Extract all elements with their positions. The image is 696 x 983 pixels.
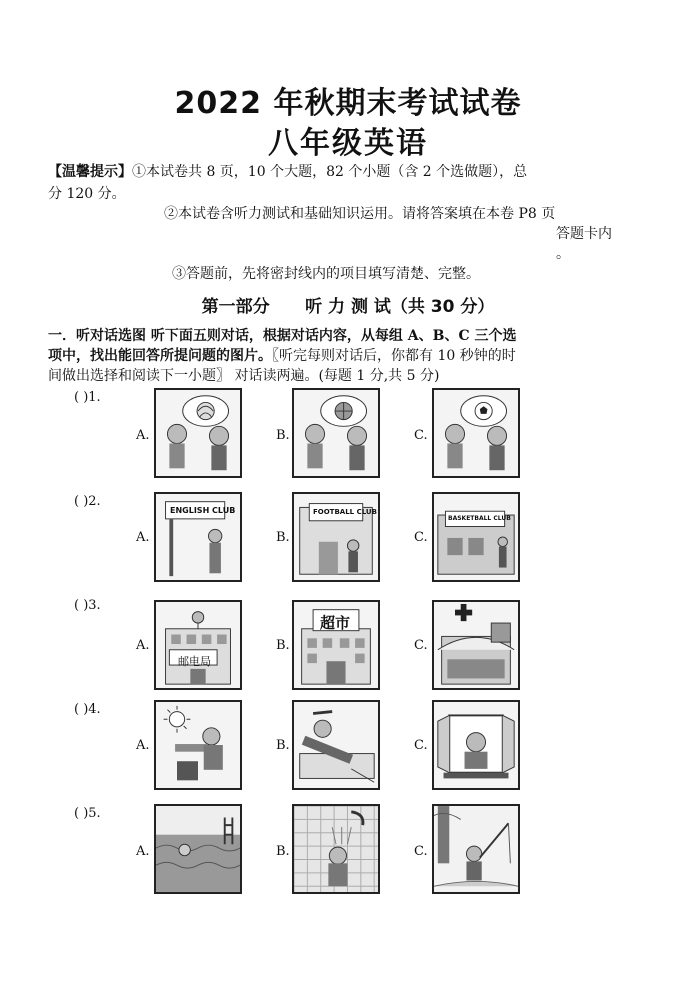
girl-at-window-icon[interactable]: [432, 700, 520, 790]
basketball-club-sign-icon[interactable]: [432, 492, 520, 582]
option-b-label: B.: [276, 428, 290, 443]
tips-line-2-end: 。: [556, 246, 570, 262]
option-a-label: A.: [136, 638, 150, 653]
tips-line-1-text: ①本试卷共 8 页，10 个大题，82 个小题（含 2 个选做题），总: [132, 164, 528, 180]
question-number[interactable]: ( )4.: [74, 702, 101, 717]
option-c-label: C.: [414, 428, 428, 443]
sign-text: ENGLISH CLUB: [170, 506, 236, 515]
tips-label: 【温馨提示】: [48, 164, 132, 180]
tips-line-2: ②本试卷含听力测试和基础知识运用。请将答案填在本卷 P8 页: [164, 206, 556, 222]
football-club-sign-icon[interactable]: [292, 492, 380, 582]
section-1-line-2: [48, 346, 516, 366]
sign-text: FOOTBALL CLUB: [313, 508, 377, 516]
option-c-label: C.: [414, 844, 428, 859]
question-number[interactable]: ( )1.: [74, 390, 101, 405]
tips-line-1-cont: 分 120 分。: [48, 186, 126, 202]
post-office-icon[interactable]: [154, 600, 242, 690]
basketball-scene-icon[interactable]: [292, 388, 380, 478]
option-b-label: B.: [276, 530, 290, 545]
part-1-heading: 第一部分 听 力 测 试（共 30 分）: [201, 297, 495, 317]
question-number[interactable]: ( )5.: [74, 806, 101, 821]
option-b-label: B.: [276, 844, 290, 859]
football-scene-icon[interactable]: [432, 388, 520, 478]
question-number[interactable]: ( )2.: [74, 494, 101, 509]
shower-icon[interactable]: [292, 804, 380, 894]
tips-line-1: [48, 162, 527, 182]
section-1-line-1: 一．听对话选图 听下面五则对话，根据对话内容，从每组 A、B、C 三个选: [48, 328, 517, 344]
section-1-line-2-rest: 〖听完每则对话后，你都有 10 秒钟的时: [272, 348, 516, 364]
option-a-label: A.: [136, 428, 150, 443]
english-club-sign-icon[interactable]: [154, 492, 242, 582]
option-a-label: A.: [136, 844, 150, 859]
volleyball-scene-icon[interactable]: [154, 388, 242, 478]
reading-in-sun-icon[interactable]: [154, 700, 242, 790]
fishing-icon[interactable]: [432, 804, 520, 894]
sign-text: 邮电局: [178, 655, 211, 668]
page-title: 2022 年秋期末考试试卷: [174, 86, 522, 121]
option-c-label: C.: [414, 530, 428, 545]
sign-text: BASKETBALL CLUB: [448, 515, 511, 522]
option-b-label: B.: [276, 738, 290, 753]
option-c-label: C.: [414, 638, 428, 653]
swimming-pool-icon[interactable]: [154, 804, 242, 894]
lying-on-bed-icon[interactable]: [292, 700, 380, 790]
section-1-line-3: 间做出选择和阅读下一小题〗 对话读两遍。(每题 1 分,共 5 分): [48, 368, 440, 384]
hospital-icon[interactable]: [432, 600, 520, 690]
option-a-label: A.: [136, 738, 150, 753]
page-subtitle: 八年级英语: [268, 126, 428, 161]
tips-line-3: ③答题前，先将密封线内的项目填写清楚、完整。: [172, 266, 480, 282]
sign-text: 超市: [320, 614, 351, 632]
supermarket-icon[interactable]: [292, 600, 380, 690]
option-c-label: C.: [414, 738, 428, 753]
option-a-label: A.: [136, 530, 150, 545]
tips-line-2-cont: 答题卡内: [556, 226, 612, 242]
section-1-line-2-bold: 项中，找出能回答所提问题的图片。: [48, 348, 272, 364]
question-number[interactable]: ( )3.: [74, 598, 101, 613]
option-b-label: B.: [276, 638, 290, 653]
